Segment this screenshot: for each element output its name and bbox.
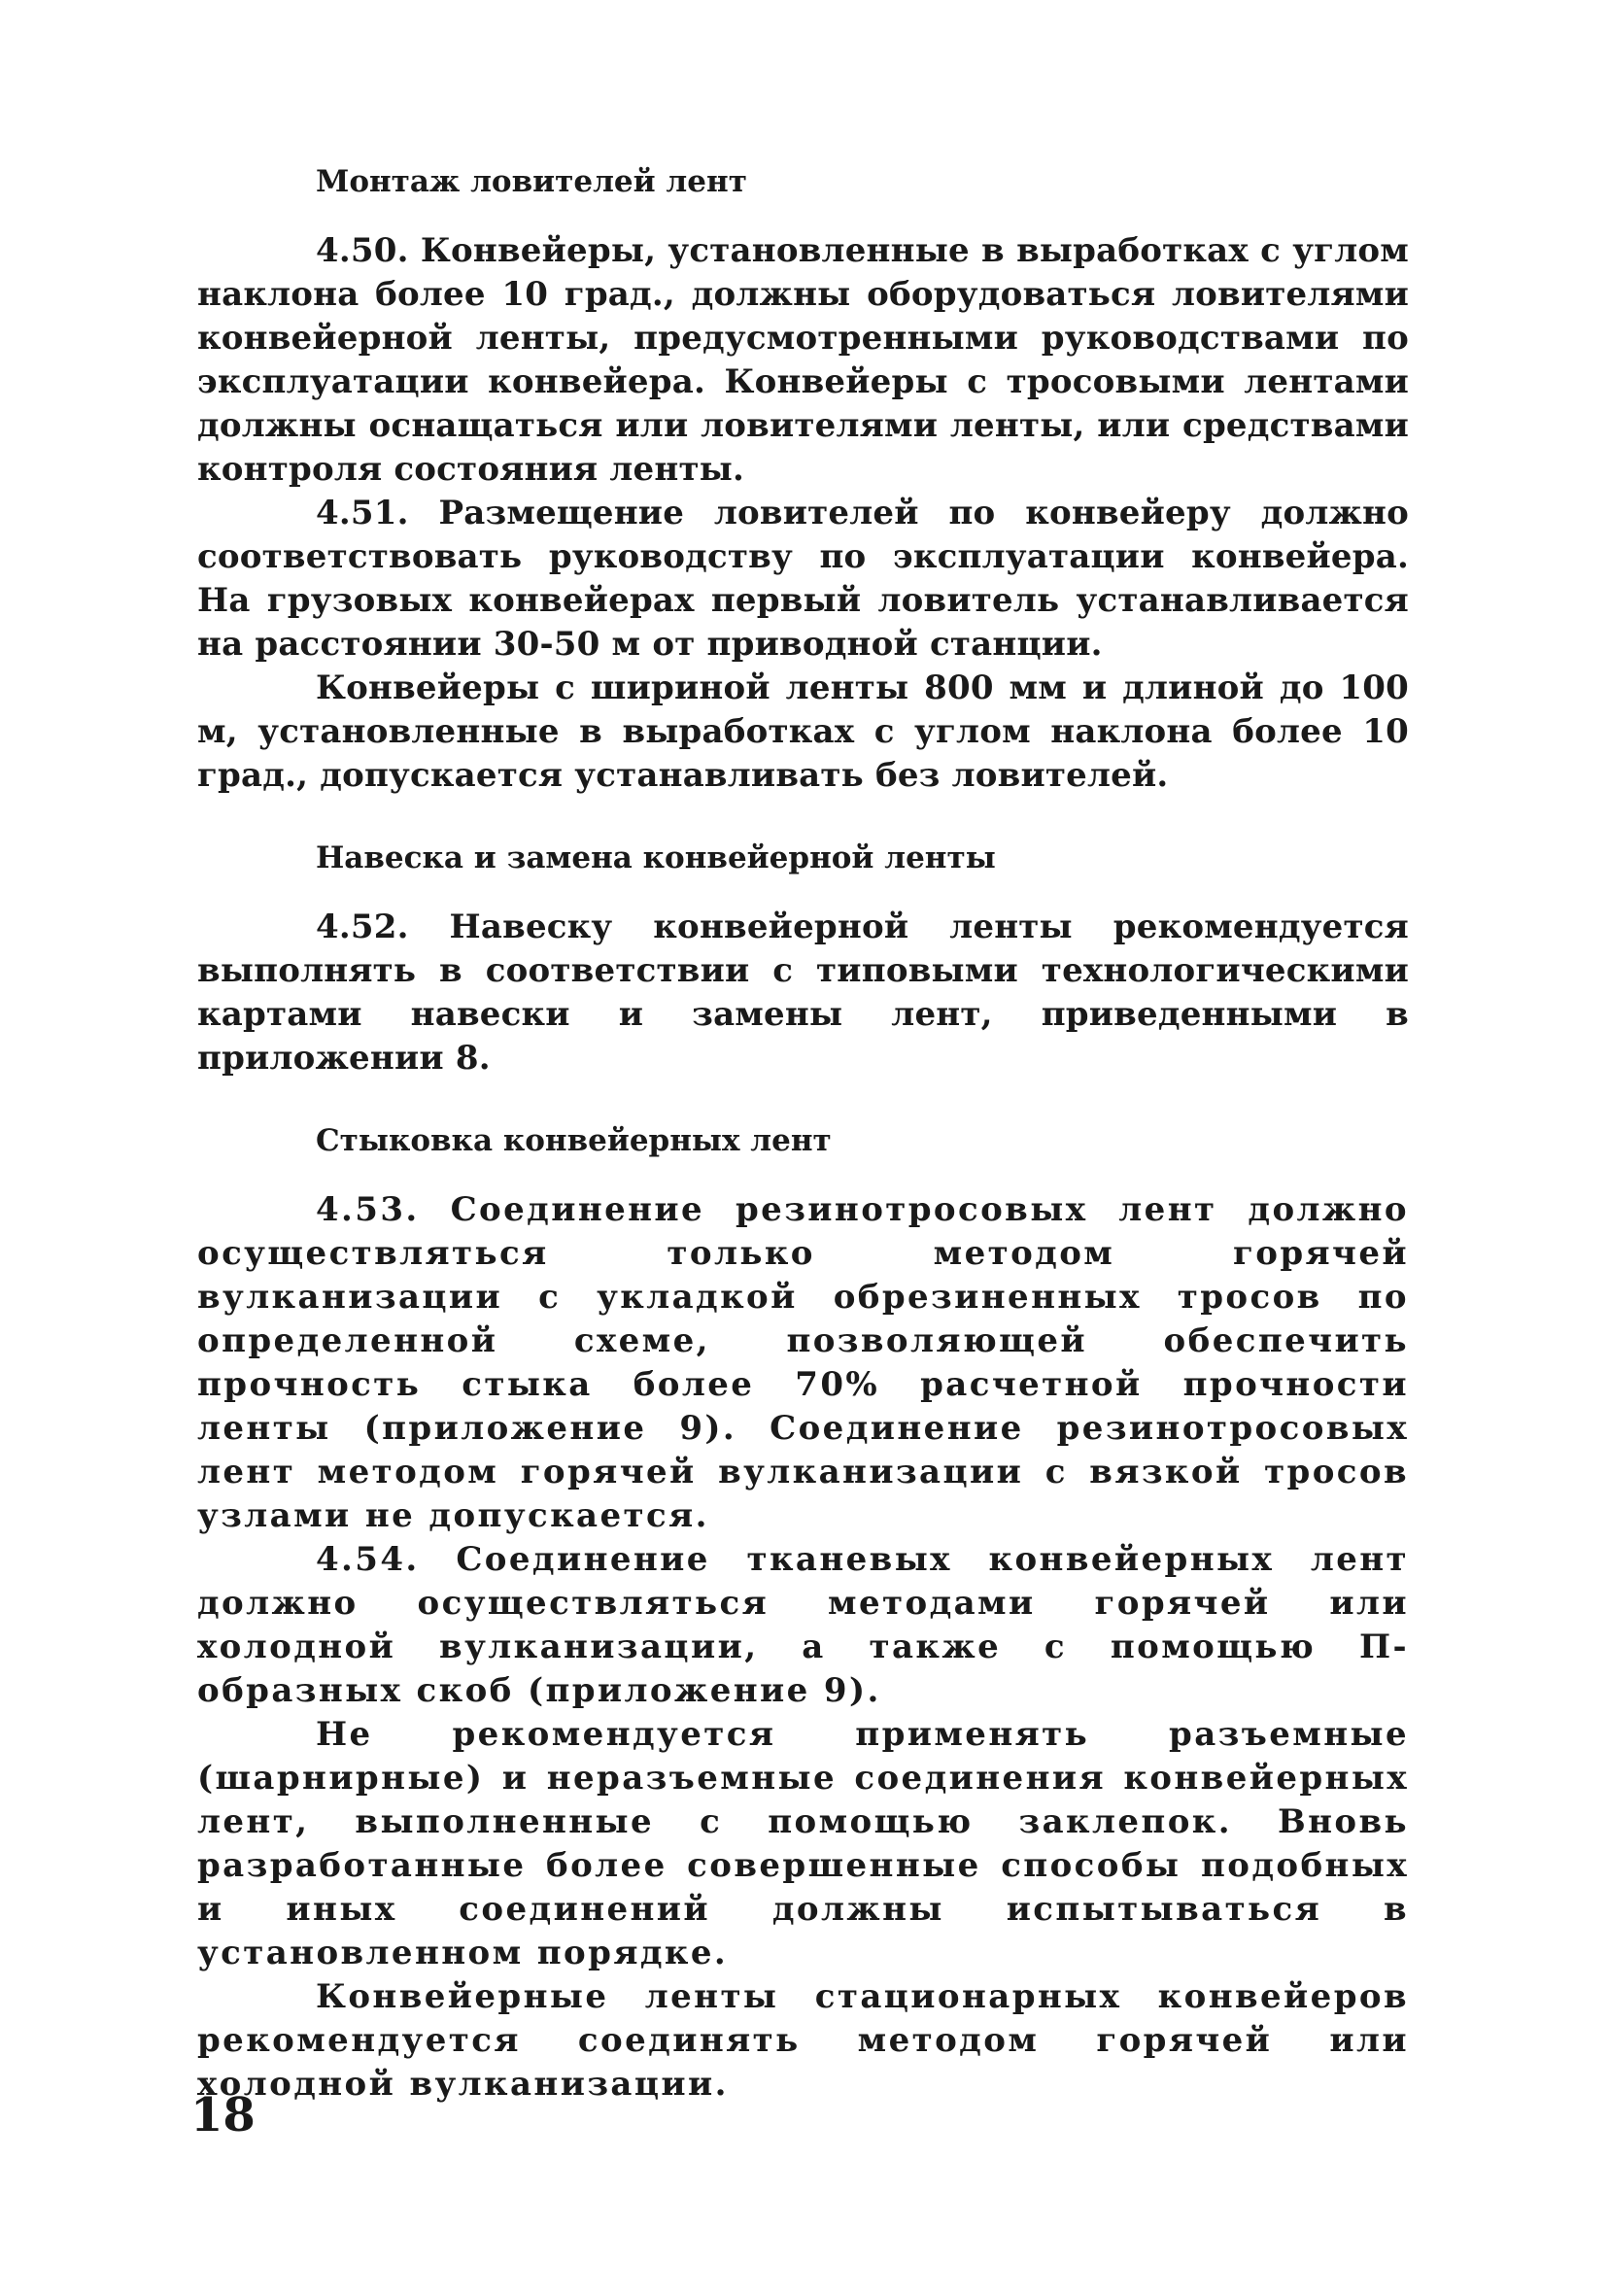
paragraph-4-50: 4.50. Конвейеры, установленные в выработках с углом наклона более 10 град., должны оборудоваться ловителями конвейерной ленты, предусмотренными руководствами по эксплуатации конвейера. Конвейеры с тросовыми лентами должны оснащаться или ловителями ленты, или средствами контроля состояния ленты. — [197, 231, 1409, 489]
section-heading-belt-catchers: Монтаж ловителей лент — [316, 164, 747, 199]
paragraph-stationary-conveyors: Конвейерные ленты стационарных конвейеров рекомендуется соединять методом горячей или холодной вулканизации. — [197, 1977, 1409, 2104]
paragraph-4-51: 4.51. Размещение ловителей по конвейеру должно соответствовать руководству по эксплуатации конвейера. На грузовых конвейерах первый ловитель устанавливается на расстоянии 30-50 м от приводной станции. — [197, 494, 1409, 664]
page-content — [197, 160, 1409, 2107]
paragraph-catchers-exemption: Конвейеры с шириной ленты 800 мм и длиной до 100 м, установленные в выработках с углом наклона более 10 град., допускается устанавливать без ловителей. — [197, 668, 1409, 795]
section-divider — [197, 1080, 1409, 1119]
section-heading-belt-installation: Навеска и замена конвейерной ленты — [316, 840, 996, 875]
paragraph-4-53: 4.53. Соединение резинотросовых лент должно осуществляться только методом горячей вулканизации с укладкой обрезиненных тросов по определенной схеме, позволяющей обеспечить прочность стыка более 70% расчетной прочности ленты (приложение 9). Соединение резинотросовых лент методом горячей вулканизации с вязкой тросов узлами не допускается. — [197, 1190, 1409, 1535]
paragraph-4-54: 4.54. Соединение тканевых конвейерных лент должно осуществляться методами горячей или холодной вулканизации, а также с помощью П-образных скоб (приложение 9). — [197, 1540, 1409, 1710]
page-number: 18 — [190, 2088, 256, 2142]
paragraph-not-recommended: Не рекомендуется применять разъемные (шарнирные) и неразъемные соединения конвейерных лент, выполненные с помощью заклепок. Вновь разработанные более совершенные способы подобных и иных соединений должны испытываться в установленном порядке. — [197, 1715, 1409, 1972]
paragraph-4-52: 4.52. Навеску конвейерной ленты рекомендуется выполнять в соответствии с типовыми технологическими картами навески и замены лент, приведенными в приложении 8. — [197, 908, 1409, 1078]
section-heading-belt-splicing: Стыковка конвейерных лент — [316, 1123, 832, 1158]
section-divider — [197, 798, 1409, 837]
